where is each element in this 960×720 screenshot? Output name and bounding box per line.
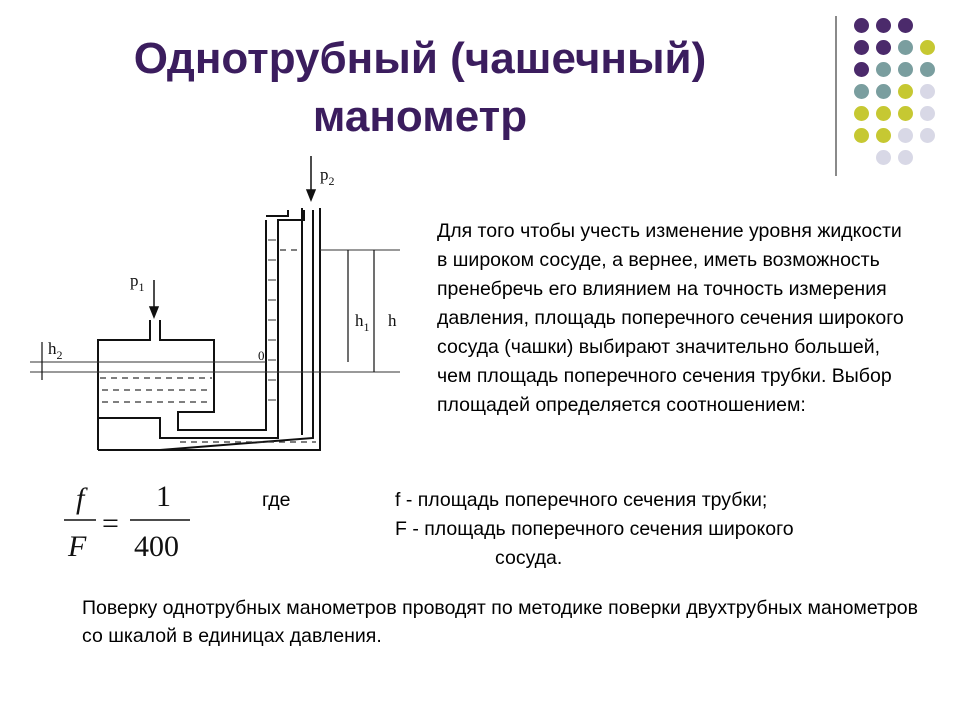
label-h1: $h_1$ [355, 311, 370, 334]
label-p2: $p_2$ [320, 165, 335, 188]
decor-dot [876, 84, 891, 99]
decor-dot [898, 62, 913, 77]
definition-f: f - площадь поперечного сечения трубки; [395, 489, 768, 511]
decor-dot [898, 128, 913, 143]
label-zero: 0 [258, 348, 265, 363]
title-line-2: манометр [312, 92, 528, 141]
tube-top [98, 210, 313, 450]
decor-dot [854, 84, 869, 99]
formula-equals: = [102, 507, 119, 540]
decor-dot [876, 62, 891, 77]
vessel-bottom [98, 208, 320, 450]
arrow-p2 [307, 190, 315, 200]
cup-outline [98, 210, 304, 438]
decor-dot [854, 18, 869, 33]
tube-outline [266, 220, 278, 438]
decor-dot [854, 106, 869, 121]
cup-outline-right [160, 220, 266, 430]
verification-note: Поверку однотрубных манометров проводят по методике поверки двухтрубных манометров со шкалой в единицах давления. [82, 597, 918, 647]
decor-dot [876, 106, 891, 121]
decor-dot [898, 106, 913, 121]
manometer-diagram [30, 150, 420, 470]
where-label: где [262, 489, 291, 511]
decor-dot [876, 150, 891, 165]
decor-dot [920, 106, 935, 121]
decor-dot [876, 18, 891, 33]
decor-dot [898, 84, 913, 99]
decorative-dot-grid [850, 18, 946, 158]
explanation-paragraph: Для того чтобы учесть изменение уровня жидкости в широком сосуде, а вернее, иметь возможность пренебречь его влиянием на точность измерения давления, площадь поперечного сечения широкого сосуда (чашки) выбирают значительно большей, чем площадь поперечного сечения трубки. Выбор площадей определяется соотношением: [437, 220, 904, 416]
definition-F: F - площадь поперечного сечения широкого [395, 518, 794, 540]
label-p1: $p_1$ [130, 271, 145, 294]
decorative-divider [835, 16, 837, 176]
formula-f: f [76, 482, 85, 515]
decor-dot [854, 40, 869, 55]
decor-dot [876, 40, 891, 55]
decor-dot [898, 150, 913, 165]
formula-F: F [68, 530, 87, 563]
arrow-p1 [150, 307, 158, 317]
decor-dot [920, 40, 935, 55]
area-ratio-formula [60, 478, 210, 568]
decor-dot [854, 62, 869, 77]
decor-dot [898, 40, 913, 55]
decor-dot [920, 62, 935, 77]
label-h: h [388, 311, 397, 330]
slide-title [40, 30, 800, 146]
decor-dot [898, 18, 913, 33]
formula-one: 1 [156, 480, 171, 513]
decor-dot [854, 128, 869, 143]
definition-F-continued: сосуда. [495, 547, 563, 569]
decor-dot [876, 128, 891, 143]
label-h2: $h_2$ [48, 339, 63, 362]
title-line-1: Однотрубный (чашечный) [133, 34, 707, 83]
decor-dot [920, 128, 935, 143]
decor-dot [920, 84, 935, 99]
formula-400: 400 [134, 530, 179, 563]
